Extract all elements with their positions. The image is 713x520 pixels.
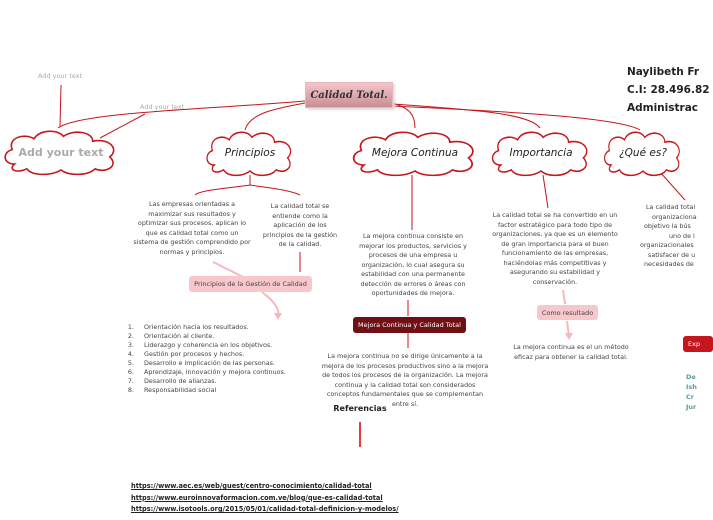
topic-cloud-importancia[interactable] <box>488 129 594 177</box>
text-line: objetivo la bús <box>644 222 691 230</box>
author-block <box>627 63 710 117</box>
text-line: organizacionales <box>640 241 694 249</box>
list-item: 3. Liderazgo y coherencia en los objetivos. <box>136 341 356 350</box>
topic-label: Principios <box>224 147 276 159</box>
text-line: uno de l <box>669 231 695 240</box>
como-resultado-label[interactable]: Como resultado <box>537 305 598 320</box>
topic-cloud-mejora-continua[interactable] <box>348 129 482 177</box>
text-line: Jur <box>686 403 697 411</box>
reference-link[interactable]: https://www.aec.es/web/guest/centro-conocimiento/calidad-total <box>131 482 372 490</box>
text-line: organizaciona <box>652 212 697 221</box>
importancia-text: La calidad total se ha convertido en un factor estratégico para todo tipo de organizaciones, ya que es un elemento de gran importancia para el buen funcionamiento de las empresas, haciéndolas más competitivas y asegurando su estabilidad y conservación. <box>492 211 618 286</box>
placeholder-text-middle[interactable]: Add your text <box>140 103 185 111</box>
text-line: La calidad total <box>646 203 696 211</box>
que-es-side-text <box>686 372 697 412</box>
que-es-text <box>640 203 710 270</box>
list-item: 8. Responsabilidad social <box>136 386 356 395</box>
text-line: satisfacer de u <box>648 250 696 259</box>
topic-label: Mejora Continua <box>371 147 459 159</box>
mejora-text: La mejora continua consiste en mejorar los productos, servicios y procesos de una empresa u organización, lo cual asegura su estabilidad con una permanente detección de errores o áreas con oportunidades de mejora. <box>359 232 467 297</box>
topic-cloud-principios[interactable] <box>203 129 297 177</box>
importancia-text-2: La mejora continua es el un método eficaz para obtener la calidad total. <box>513 343 629 361</box>
mejora-text-2: La mejora continua no se dirige únicamente a la mejora de los procesos productivos sino a la mejora de todos los procesos de la organización. La mejora continua y la calidad total son considerados conceptos fundamentales que se complementan entre sí. <box>321 352 489 408</box>
author-career: Administrac <box>627 102 699 114</box>
list-item: 5. Desarrollo e implicación de las personas. <box>136 359 356 368</box>
list-item: 6. Aprendizaje, innovación y mejora continuos. <box>136 368 356 377</box>
topic-label: Importancia <box>509 147 573 159</box>
text-line: De <box>686 373 696 381</box>
principios-left-text: Las empresas orientadas a maximizar sus resultados y optimizar sus procesos, aplican lo que es calidad total como un sistema de gestión comprendido por normas y principios. <box>133 200 251 256</box>
mejora-calidad-label[interactable]: Mejora Continua y Calidad Total <box>353 317 466 333</box>
list-item: 7. Desarrollo de alianzas. <box>136 377 356 386</box>
list-item: 2. Orientación al cliente. <box>136 332 356 341</box>
list-item: 4. Gestión por procesos y hechos. <box>136 350 356 359</box>
principios-right-text: La calidad total se entiende como la aplicación de los principios de la gestión de la calidad. <box>262 202 338 248</box>
topic-label: ¿Qué es? <box>619 147 667 159</box>
text-line: Cr <box>686 393 694 401</box>
author-name: Naylibeth Fr <box>627 66 700 78</box>
list-item: 1. Orientación hacia los resultados. <box>136 323 356 332</box>
referencias-links <box>131 481 399 516</box>
central-topic[interactable]: Calidad Total. <box>305 82 393 108</box>
topic-cloud-que-es[interactable] <box>601 129 685 177</box>
explanation-label[interactable]: Exp <box>683 336 713 352</box>
topic-label: Add your text <box>18 145 104 159</box>
referencias-title: Referencias <box>333 404 387 413</box>
text-line: Ish <box>686 383 697 391</box>
reference-link[interactable]: https://www.euroinnovaformacion.com.ve/blog/que-es-calidad-total <box>131 493 383 502</box>
principios-gestion-label[interactable]: Principios de la Gestión de Calidad <box>189 276 312 292</box>
text-line: necesidades de <box>644 260 694 268</box>
placeholder-text-top[interactable]: Add your text <box>38 72 83 80</box>
author-ci: C.I: 28.496.82 <box>627 84 710 96</box>
reference-link[interactable]: https://www.isotools.org/2015/05/01/calidad-total-definicion-y-modelos/ <box>131 505 399 513</box>
topic-cloud-add-text[interactable] <box>0 128 122 176</box>
